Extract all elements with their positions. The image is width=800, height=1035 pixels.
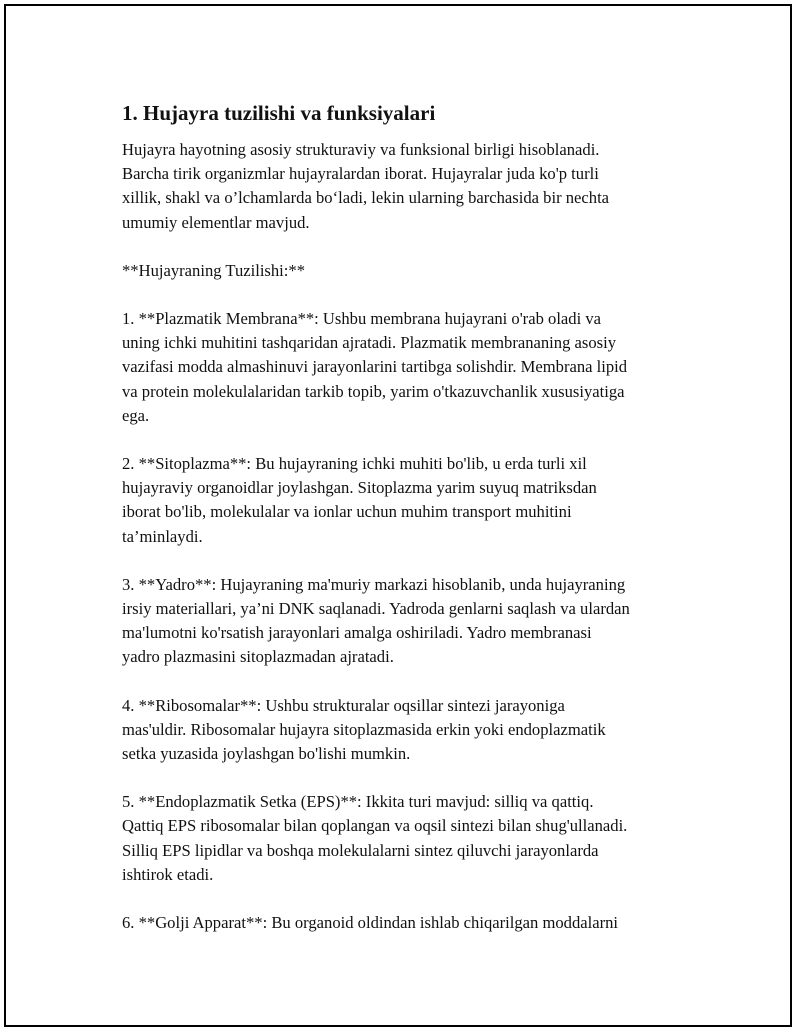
text-line: vazifasi modda almashinuvi jarayonlarini tartibga solishdir. Membrana lipid	[122, 357, 628, 377]
text-line: 3. **Yadro**: Hujayraning ma'muriy markazi hisoblanib, unda hujayraning	[122, 574, 626, 594]
list-item-plasma-membrane	[122, 307, 702, 428]
text-line: Hujayra hayotning asosiy strukturaviy va funksional birligi hisoblanadi.	[122, 140, 600, 159]
text-line: Qattiq EPS ribosomalar bilan qoplangan va oqsil sintezi bilan shug'ullanadi.	[122, 816, 628, 836]
list-item-cytoplasm	[122, 452, 702, 549]
text-line: ishtirok etadi.	[122, 864, 214, 884]
text-line: 2. **Sitoplazma**: Bu hujayraning ichki muhiti bo'lib, u erda turli xil	[122, 454, 587, 474]
text-line: 6. **Golji Apparat**: Bu organoid oldindan ishlab chiqarilgan moddalarni	[122, 913, 619, 933]
text-line: 4. **Ribosomalar**: Ushbu strukturalar oqsillar sintezi jarayoniga	[122, 695, 565, 715]
text-line: hujayraviy organoidlar joylashgan. Sitoplazma yarim suyuq matriksdan	[122, 478, 597, 498]
text-line: ega.	[122, 405, 150, 425]
text-line: Silliq EPS lipidlar va boshqa molekulalarni sintez qiluvchi jarayonlarda	[122, 840, 599, 860]
text-line: setka yuzasida joylashgan bo'lishi mumkin.	[122, 744, 411, 764]
list-item-ribosomes	[122, 694, 702, 767]
text-line: mas'uldir. Ribosomalar hujayra sitoplazmasida erkin yoki endoplazmatik	[122, 719, 606, 739]
document-title: 1. Hujayra tuzilishi va funksiyalari	[122, 101, 436, 125]
list-item-golgi-apparatus	[122, 911, 702, 935]
text-line: va protein molekulalaridan tarkib topib, yarim o'tkazuvchanlik xususiyatiga	[122, 381, 625, 401]
text-line: ta’minlaydi.	[122, 526, 203, 546]
text-line: umumiy elementlar mavjud.	[122, 212, 310, 232]
document-body	[122, 100, 702, 959]
list-item-nucleus	[122, 573, 702, 670]
paragraph-intro	[122, 138, 702, 235]
list-item-endoplasmic-reticulum	[122, 790, 702, 887]
text-line: Barcha tirik organizmlar hujayralardan iborat. Hujayralar juda ko'p turli	[122, 164, 599, 184]
text-line: irsiy materiallari, ya’ni DNK saqlanadi. Yadroda genlarni saqlash va ulardan	[122, 599, 630, 619]
text-line: uning ichki muhitini tashqaridan ajratadi. Plazmatik membrananing asosiy	[122, 333, 617, 353]
text-line: **Hujayraning Tuzilishi:**	[122, 260, 306, 280]
text-line: xillik, shakl va o’lchamlarda boʻladi, lekin ularning barchasida bir nechta	[122, 188, 610, 208]
text-line: iborat bo'lib, molekulalar va ionlar uchun muhim transport muhitini	[122, 502, 572, 522]
text-line: ma'lumotni ko'rsatish jarayonlari amalga oshiriladi. Yadro membranasi	[122, 623, 592, 643]
page-frame	[4, 4, 792, 1027]
text-line: 5. **Endoplazmatik Setka (EPS)**: Ikkita turi mavjud: silliq va qattiq.	[122, 792, 594, 812]
section-heading	[122, 259, 702, 283]
text-line: yadro plazmasini sitoplazmadan ajratadi.	[122, 647, 394, 667]
text-line: 1. **Plazmatik Membrana**: Ushbu membrana hujayrani o'rab oladi va	[122, 309, 602, 329]
